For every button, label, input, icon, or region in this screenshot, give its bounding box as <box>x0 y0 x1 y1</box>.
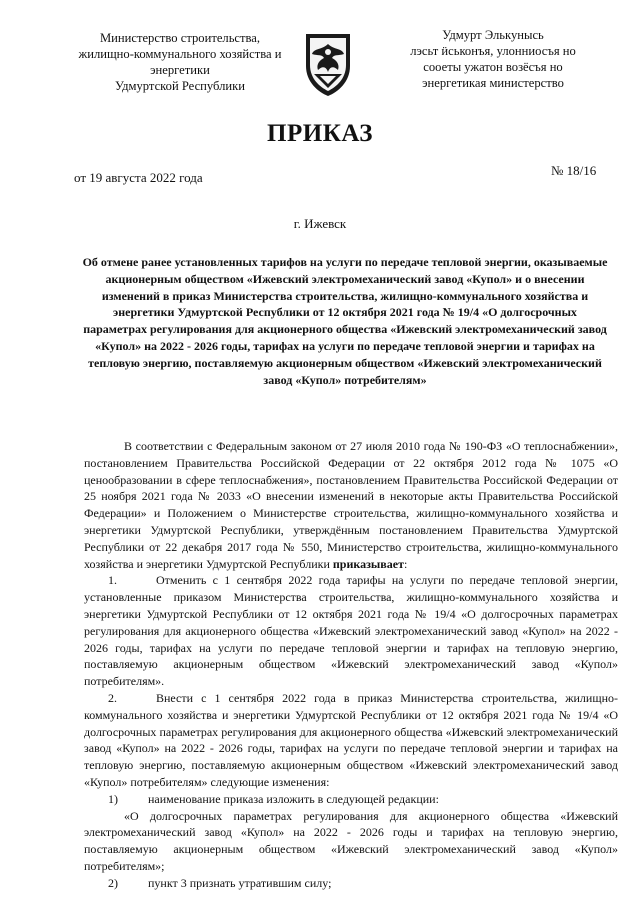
ministry-name-line: Удмуртской Республики <box>114 79 246 93</box>
ministry-name-udmurt <box>378 27 608 91</box>
document-title: ПРИКАЗ <box>267 120 373 147</box>
ministry-name-line: жилищно-коммунального хозяйства и <box>78 47 282 61</box>
document-date: от 19 августа 2022 года <box>74 170 203 185</box>
document-body <box>84 438 618 892</box>
udmurt-coat-of-arms-icon <box>302 30 354 98</box>
preamble-paragraph: В соответствии с Федеральным законом от 27 июля 2010 года № 190-ФЗ «О теплоснабжении», постановлением Правительства Российской Федерации от 22 октября 2012 года № 1075 «О ценообразовании в сфере теплоснабжения», постановлением Правительства Российской Федерации от 25 ноября 2021 года № 2033 «О внесении изменений в некоторые акты Правительства Российской Федерации» и Положением о Министерстве строительства, жилищно-коммунального хозяйства и энергетики Удмуртской Республики, утверждённым постановлением Правительства Удмуртской Республики от 22 декабря 2017 года № 550, Министерство строительства, жилищно-коммунального хозяйства и энергетики Удмуртской Республики приказывает: <box>84 439 618 571</box>
subitem-2-number: 2) <box>108 875 118 890</box>
ministry-name-line: лэсьт ӥськонъя, улонниосъя но <box>410 44 576 58</box>
subitem-2-text: пункт 3 признать утратившим силу; <box>148 875 332 890</box>
subitem-1-text: наименование приказа изложить в следующей редакции: <box>148 791 439 806</box>
item-1-text: установленные приказом Министерства строительства, жилищно-коммунального хозяйства и энергетики Удмуртской Республики от 12 октября 2021 года № 19/4 «О долгосрочных параметрах регулирования для акционерного общества «Ижевский электромеханический завод «Купол» на 2022 - 2026 годы, тарифах на услуги по передаче тепловой энергии и тарифах на тепловую энергию, поставляемую акционерным обществом «Ижевский электромеханический завод «Купол» потребителям». <box>84 590 618 689</box>
ministry-name-line: Министерство строительства, <box>99 31 261 45</box>
item-2-first-text: Внести с 1 сентября 2022 года в приказ Министерства строительства, жилищно- <box>156 690 618 705</box>
item-2-text: коммунального хозяйства и энергетики Удмуртской Республики от 12 октября 2021 года № 19/4 «О долгосрочных параметрах регулирования для акционерного общества «Ижевский электромеханический завод «Купол» на 2022 - 2026 годы, тарифах на услуги по передаче тепловой энергии и тарифах на тепловую энергию, поставляемую акционерным обществом «Ижевский электромеханический завод «Купол» потребителям» следующие изменения: <box>84 707 618 789</box>
ministry-name-line: энергетикая министерство <box>422 76 564 90</box>
item-1-number: 1. <box>108 573 117 588</box>
document-subject: Об отмене ранее установленных тарифов на услуги по передаче тепловой энергии, оказываемые акционерным обществом «Ижевский электромеханический завод «Купол» и о внесении изменений в приказ Министерства строительства, жилищно-коммунального хозяйства и энергетики Удмуртской Республики от 12 октября 2021 года № 19/4 «О долгосрочных параметрах регулирования для акционерного общества «Ижевский электромеханический завод «Купол» на 2022 - 2026 годы, тарифах на услуги по передаче тепловой энергии и тарифах на тепловую энергию, поставляемую акционерным обществом «Ижевский электромеханический завод «Купол» потребителям» <box>82 255 608 387</box>
item-1-first-text: Отменить с 1 сентября 2022 года тарифы на услуги по передаче тепловой энергии, <box>156 573 618 588</box>
ministry-name-line: энергетики <box>150 63 210 77</box>
document-city: г. Ижевск <box>293 216 347 231</box>
item-2-number: 2. <box>108 690 117 705</box>
preamble-text: В соответствии с Федеральным законом от 27 июля 2010 года № 190-ФЗ «О теплоснабжении», постановлением Правительства Российской Федерации от 22 октября 2012 года № 1075 «О ценообразовании в сфере теплоснабжения», постановлением Правительства Российской Федерации от 25 ноября 2021 года № 2033 «О внесении изменений в некоторые акты Правительства Российской Федерации» и Положением о Министерстве строительства, жилищно-коммунального хозяйства и энергетики Удмуртской Республики, утверждённым постановлением Правительства Удмуртской Республики от 22 декабря 2017 года № 550, Министерство строительства, жилищно-коммунального хозяйства и энергетики Удмуртской Республики <box>84 439 618 571</box>
document-number: № 18/16 <box>551 163 597 178</box>
ministry-name-line: Удмурт Элькунысь <box>442 28 544 42</box>
subitem-1-number: 1) <box>108 791 118 806</box>
subitem-2-line <box>84 875 618 892</box>
subitem-1-quote: «О долгосрочных параметрах регулирования для акционерного общества «Ижевский электромеханический завод «Купол» на 2022 - 2026 годы и тарифах на тепловую энергию, поставляемую акционерным обществом «Ижевский электромеханический завод «Купол» потребителям»; <box>84 808 618 873</box>
item-2-first-line <box>84 690 618 707</box>
ministry-name-line: сооеты ужатон возёсъя но <box>423 60 563 74</box>
item-1-first-line <box>84 572 618 589</box>
ministry-name-russian <box>40 30 320 94</box>
subitem-1-line <box>84 791 618 808</box>
preamble-bold: приказывает <box>332 556 405 571</box>
